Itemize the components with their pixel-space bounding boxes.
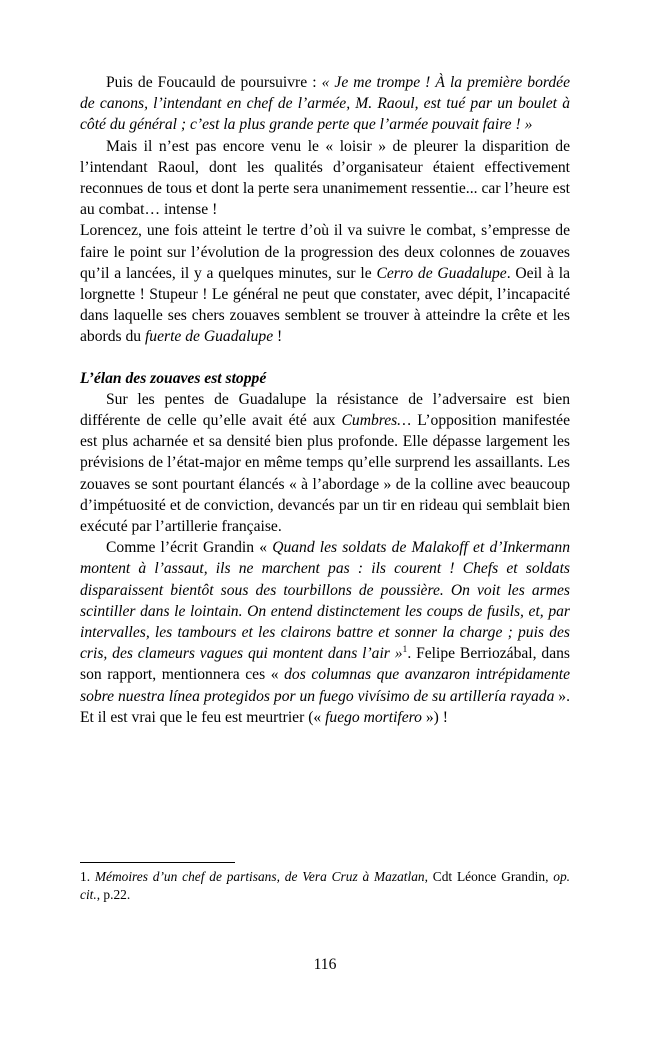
closing-text-2: ») ! — [421, 708, 448, 726]
lorgnette-text: . Oeil à la lorgnette ! Stupeur ! Le général ne peut que constater, avec dépit, l’incapacité dans laquelle ses chers zouaves semblent se trouver à atteindre la crête et les abords du — [80, 264, 570, 346]
section-heading: L’élan des zouaves est stoppé — [80, 369, 267, 387]
grandin-lead-text: Comme l’écrit Grandin « — [106, 539, 273, 557]
spanish-quotation-italic: dos columnas que avanzaron intrépidamente sobre nuestra línea protegidos por un fuego vivísimo de su artillería rayada — [80, 666, 570, 705]
footnote-block — [80, 862, 570, 905]
cumbres-italic: Cumbres… — [341, 412, 412, 430]
footnote-entry — [80, 868, 570, 905]
paragraph-raoul-lorencez — [80, 136, 570, 348]
paragraph-lead-text: Puis de Foucauld de poursuivre : — [106, 74, 322, 91]
heading-spacer — [80, 348, 570, 368]
footnote-author: , Cdt Léonce Grandin, — [424, 869, 554, 884]
raoul-text: Mais il n’est pas encore venu le « loisir » de pleurer la disparition de l’intendant Raoul, dont les qualités d’organisateur étaient effectivement reconnues de tous et dont la perte sera unanimement ressentie... car l’heure est au combat… intense ! — [80, 137, 570, 219]
page-number: 116 — [313, 956, 337, 973]
footnote-opcit-italic: op. cit. — [80, 869, 571, 903]
lorencez-text: Lorencez, une fois atteint le tertre d’où il va suivre le combat, s’empresse de faire le point sur l’évolution de la progression des deux colonnes de zouaves qu’il a lancées, il y a quelques minutes, sur le — [80, 222, 570, 282]
foucauld-quotation: « Je me trompe ! À la première bordée de canons, l’intendant en chef de l’armée, M. Raoul, est tué par un boulet à côté du général ; c’est la plus grande perte que l’armée pouvait faire ! » — [80, 74, 571, 134]
footnote-number: 1. — [80, 869, 95, 884]
closing-text-1: Et il est vrai que le feu est meurtrier (« — [80, 708, 326, 726]
paragraph-tail-text: ! — [273, 328, 283, 346]
fuerte-de-guadalupe-italic: fuerte de Guadalupe — [144, 328, 274, 346]
grandin-quotation-italic: Quand les soldats de Malakoff et d’Inkermann montent à l’assaut, ils ne marchent pas : ils courent ! Chefs et soldats disparaissent bientôt sous des tourbillons de poussière. On voit les armes scintiller dans le lointain. On entend distinctement les coups de fusils, et, par intervalles, les tambours et les clairons battre et sonner la charge ; puis des cris, des clameurs vagues qui montent dans l’air — [80, 539, 570, 663]
resistance-text-2: L’opposition manifestée est plus acharnée et sa densité bien plus profonde. Elle dépasse largement les prévisions de l’état-major en même temps qu’elle surprend les assaillants. Les zouaves se sont pourtant élancés « à l’abordage » de la colline avec beaucoup d’impétuosité et de conviction, devancés par un tir en rideau qui semblait bien exécuté par l’artillerie française. — [80, 412, 571, 536]
resistance-text-1: Sur les pentes de Guadalupe la résistance de l’adversaire est bien différente de celle qu’elle avait été aux — [80, 390, 570, 430]
footnote-title-italic: Mémoires d’un chef de partisans, de Vera Cruz à Mazatlan — [94, 869, 425, 884]
footnote-separator-rule — [80, 862, 235, 863]
footnote-pages: , p.22. — [96, 887, 131, 903]
footnote-reference-marker: 1 — [402, 644, 408, 656]
cerro-de-guadalupe-italic: Cerro de Guadalupe — [376, 264, 507, 282]
spanish-quotation-close: ». — [554, 687, 570, 705]
fuego-mortifero-italic: fuego mortifero — [325, 708, 422, 726]
paragraph-resistance — [80, 389, 570, 537]
text-column — [80, 72, 570, 728]
paragraph-grandin — [80, 537, 570, 728]
berriozabal-text: . Felipe Berriozábal, dans son rapport, mentionnera ces « — [80, 645, 570, 684]
grandin-quotation-close: » — [389, 645, 403, 663]
paragraph-foucauld-quote — [80, 72, 570, 136]
